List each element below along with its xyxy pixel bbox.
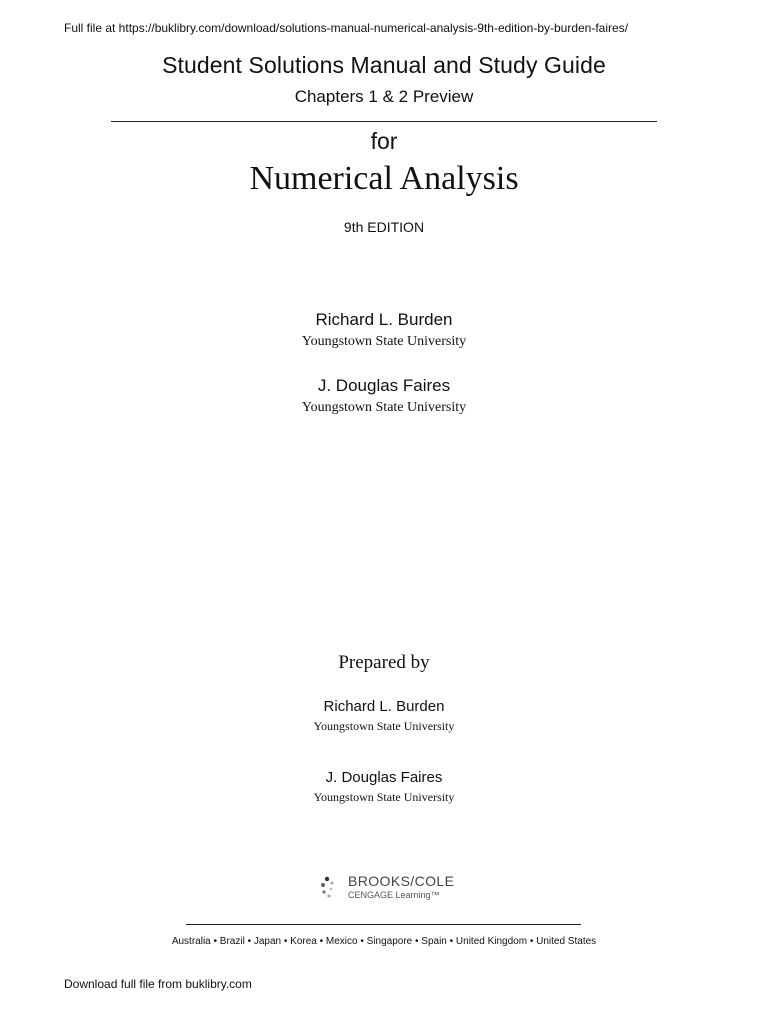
author-affiliation: Youngstown State University — [301, 334, 467, 349]
for-word: for — [370, 128, 398, 154]
publisher-subbrand: CENGAGE Learning™ — [348, 890, 440, 900]
author-name: J. Douglas Faires — [317, 376, 451, 395]
brooks-cole-swirl-icon — [318, 873, 346, 901]
edition-label: 9th EDITION — [343, 219, 425, 235]
author-name: Richard L. Burden — [315, 310, 453, 329]
manual-subtitle: Chapters 1 & 2 Preview — [294, 87, 474, 106]
author-affiliation: Youngstown State University — [301, 400, 467, 415]
publisher-countries: Australia • Brazil • Japan • Korea • Mexico • Singapore • Spain • United Kingdom • United States — [171, 936, 597, 947]
preparer-affiliation: Youngstown State University — [313, 719, 455, 733]
manual-title: Student Solutions Manual and Study Guide — [162, 52, 606, 78]
bottom-divider — [186, 924, 581, 925]
publisher-brand: BROOKS/COLE — [348, 873, 455, 889]
book-title: Numerical Analysis — [249, 160, 519, 197]
top-divider — [111, 121, 657, 122]
footer-download-note: Download full file from buklibry.com — [64, 977, 252, 991]
preparer-name: Richard L. Burden — [323, 698, 445, 715]
prepared-by-label: Prepared by — [338, 652, 430, 673]
preparer-name: J. Douglas Faires — [325, 769, 443, 786]
preparer-affiliation: Youngstown State University — [313, 790, 455, 804]
publisher-logo — [318, 873, 458, 903]
header-download-note: Full file at https://buklibry.com/download/solutions-manual-numerical-analysis-9th-edition-by-burden-faires/ — [64, 21, 629, 35]
